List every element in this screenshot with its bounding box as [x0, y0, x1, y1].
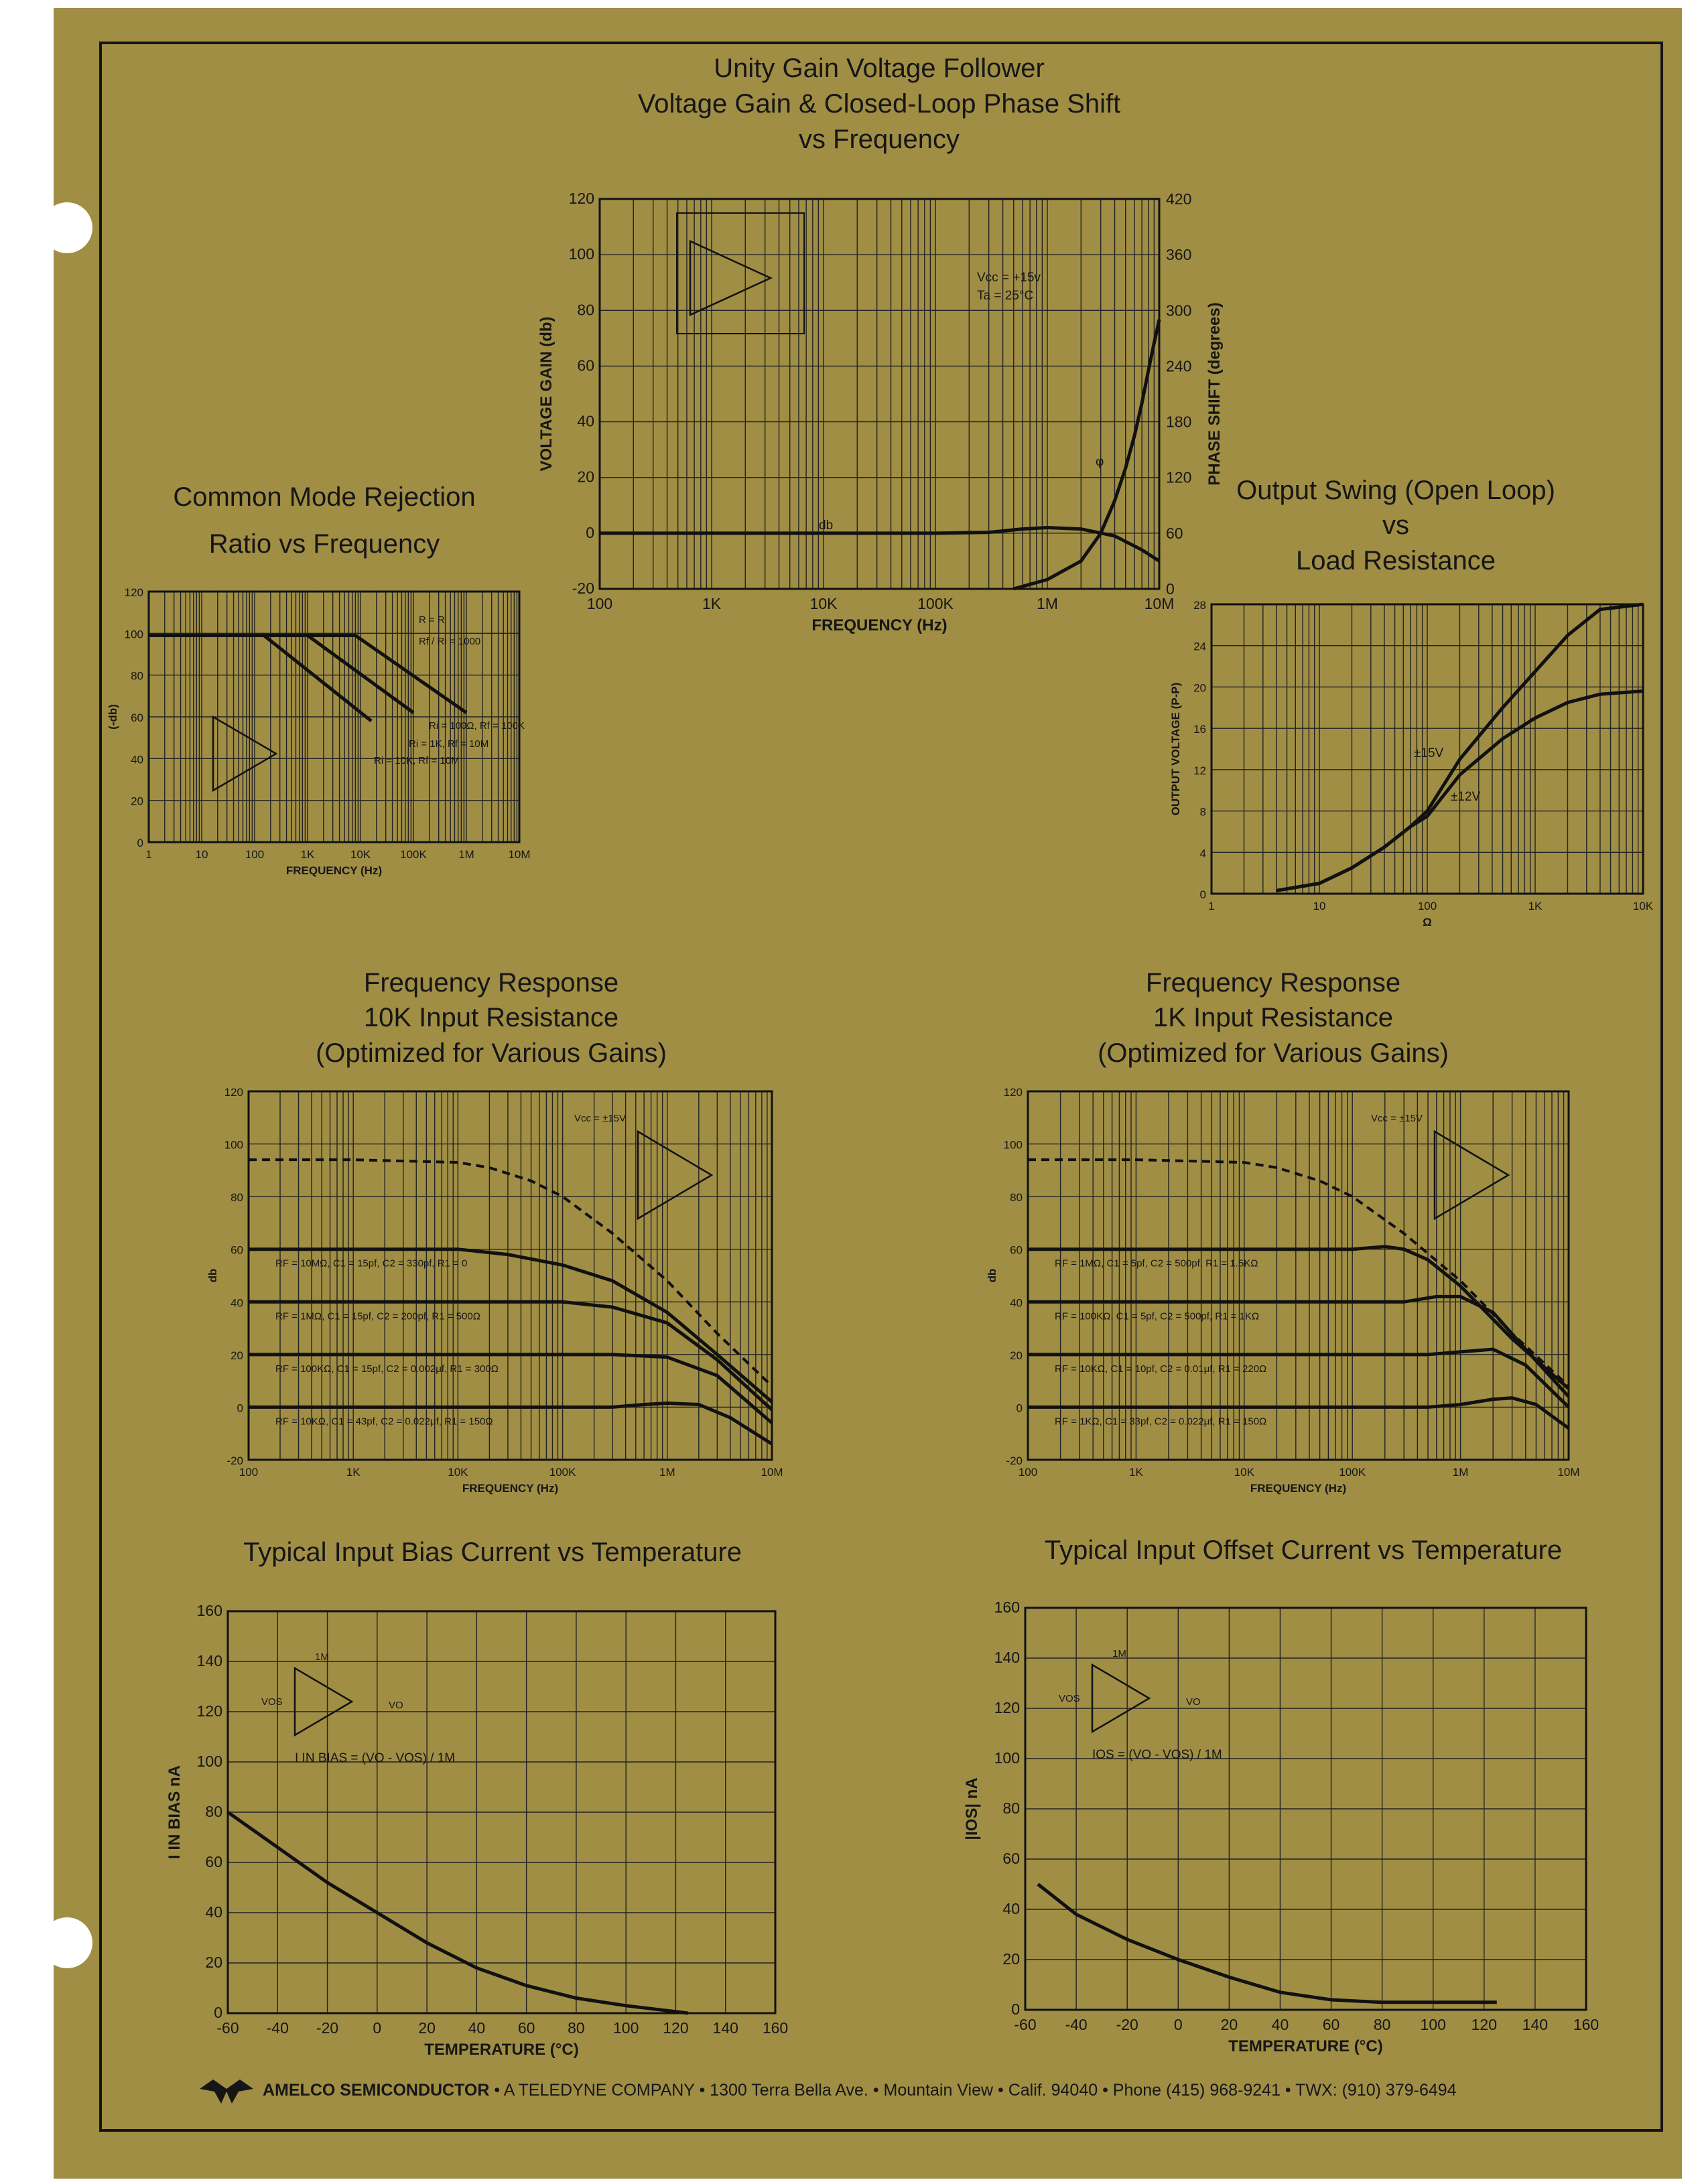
- chart-title: Voltage Gain & Closed-Loop Phase Shift: [637, 89, 1121, 119]
- x-tick-label: 160: [1573, 2016, 1599, 2033]
- x-tick-label: 10M: [508, 848, 531, 861]
- x-tick-label: -20: [1116, 2016, 1138, 2033]
- series-label: RF = 10MΩ, C1 = 15pf, C2 = 330pf, R1 = 0: [275, 1257, 468, 1270]
- y-axis-label: VOLTAGE GAIN (db): [537, 316, 555, 472]
- chart-unity_gain: [537, 54, 1224, 634]
- x-axis-label: FREQUENCY (Hz): [285, 864, 383, 877]
- plot-frame: [1028, 1091, 1569, 1460]
- y-tick-label: 4: [1199, 847, 1206, 860]
- series-line-0: [249, 1160, 772, 1386]
- y-axis-label: I IN BIAS nA: [166, 1765, 184, 1860]
- y-axis-label: db: [986, 1268, 998, 1283]
- y2-tick-label: 60: [1166, 524, 1183, 542]
- x-tick-label: 100K: [549, 1466, 576, 1479]
- y2-tick-label: 120: [1166, 468, 1192, 486]
- y-tick-label: 80: [577, 301, 594, 319]
- x-tick-label: 100K: [917, 595, 954, 612]
- series-line-0: [600, 528, 1159, 561]
- y-tick-label: 160: [196, 1602, 222, 1619]
- x-tick-label: 100: [1420, 2016, 1446, 2033]
- y-tick-label: 20: [131, 795, 143, 808]
- series-label: RF = 10KΩ, C1 = 43pf, C2 = 0.022μf, R1 = 150Ω: [275, 1416, 493, 1428]
- x-tick-label: 1K: [1528, 900, 1543, 912]
- y-tick-label: 8: [1199, 805, 1206, 819]
- x-tick-label: 10K: [1632, 900, 1654, 912]
- series-label: Ri = 100Ω, Rf = 100K: [429, 720, 525, 732]
- annotation: 1M: [315, 1651, 329, 1663]
- x-axis-label: TEMPERATURE (°C): [424, 2041, 579, 2059]
- annotation: VO: [389, 1700, 403, 1711]
- y-tick-label: 20: [577, 468, 594, 486]
- annotation: Vcc = ±15V: [1371, 1113, 1423, 1124]
- y-tick-label: 0: [214, 2004, 222, 2021]
- op-amp-symbol: [638, 1132, 712, 1219]
- chart-title: vs Frequency: [798, 125, 960, 154]
- x-tick-label: 140: [712, 2019, 738, 2037]
- x-tick-label: -40: [1065, 2016, 1088, 2033]
- op-amp-symbol: [690, 241, 771, 315]
- y-tick-label: 0: [1199, 888, 1206, 901]
- y-tick-label: 100: [124, 628, 143, 641]
- footer-text: [263, 2081, 1457, 2100]
- chart-freq_10k: [206, 968, 783, 1495]
- y-tick-label: 100: [224, 1138, 243, 1152]
- chart-title: (Optimized for Various Gains): [1098, 1038, 1449, 1068]
- y-axis-label: |IOS| nA: [963, 1777, 981, 1840]
- y-tick-label: 40: [131, 753, 143, 766]
- chart-offset_current: [963, 1535, 1599, 2055]
- x-tick-label: -60: [1014, 2016, 1037, 2033]
- y-tick-label: 60: [1010, 1243, 1023, 1257]
- annotation: Ta = 25°C: [977, 289, 1034, 303]
- y-tick-label: 100: [994, 1749, 1020, 1767]
- y-tick-label: 20: [1193, 681, 1206, 695]
- series-label: ±12V: [1451, 790, 1481, 804]
- op-amp-schematic: [677, 213, 804, 334]
- x-tick-label: 10M: [1557, 1466, 1580, 1479]
- teledyne-logo-icon: [200, 2079, 253, 2104]
- x-tick-label: 10M: [1144, 595, 1175, 612]
- x-tick-label: 1: [1208, 900, 1215, 912]
- x-tick-label: 10: [195, 848, 208, 861]
- y2-axis-label: PHASE SHIFT (degrees): [1205, 302, 1224, 486]
- x-tick-label: 120: [1471, 2016, 1498, 2033]
- series-label: RF = 10KΩ, C1 = 10pf, C2 = 0.01μf, R1 = 220Ω: [1055, 1363, 1267, 1375]
- y-tick-label: 0: [1016, 1402, 1023, 1415]
- y-tick-label: 60: [205, 1853, 222, 1870]
- y-tick-label: 80: [1010, 1191, 1023, 1205]
- y-tick-label: -20: [226, 1454, 243, 1467]
- x-tick-label: 10K: [809, 595, 838, 612]
- op-amp-symbol: [213, 717, 276, 791]
- x-tick-label: 1: [145, 848, 152, 861]
- y-tick-label: 24: [1193, 640, 1206, 653]
- chart-output_swing: [1169, 476, 1654, 929]
- x-tick-label: 0: [1173, 2016, 1183, 2033]
- footer-company: AMELCO SEMICONDUCTOR: [263, 2081, 490, 2100]
- annotation: Vcc = +15v: [977, 271, 1041, 285]
- x-tick-label: 10M: [761, 1466, 783, 1479]
- y-tick-label: 140: [994, 1649, 1020, 1666]
- series-label: ±15V: [1414, 746, 1444, 760]
- x-axis-label: FREQUENCY (Hz): [462, 1482, 559, 1495]
- chart-title: Typical Input Bias Current vs Temperature: [243, 1538, 742, 1567]
- chart-title: Load Resistance: [1296, 546, 1496, 575]
- y-tick-label: 80: [131, 669, 143, 683]
- y-tick-label: 120: [224, 1086, 243, 1099]
- x-axis-label: FREQUENCY (Hz): [811, 616, 947, 634]
- series-label: RF = 1KΩ, C1 = 33pf, C2 = 0.022μf, R1 = 150Ω: [1055, 1416, 1267, 1428]
- x-tick-label: 1K: [346, 1466, 361, 1479]
- y-tick-label: 140: [196, 1652, 222, 1669]
- x-axis-label: FREQUENCY (Hz): [1250, 1482, 1347, 1495]
- y-tick-label: -20: [572, 579, 594, 597]
- x-tick-label: -40: [266, 2019, 289, 2037]
- x-tick-label: 1K: [300, 848, 315, 861]
- y-tick-label: 100: [568, 245, 594, 263]
- y-tick-label: 20: [231, 1349, 243, 1362]
- y-tick-label: 160: [994, 1598, 1020, 1616]
- y-tick-label: 0: [586, 523, 594, 541]
- x-tick-label: 10K: [448, 1466, 468, 1479]
- annotation: Vcc = ±15V: [574, 1113, 627, 1124]
- chart-bias_current: [166, 1538, 788, 2059]
- x-tick-label: 1M: [458, 848, 474, 861]
- op-amp-symbol: [1092, 1665, 1149, 1732]
- y-tick-label: 20: [205, 1954, 222, 1971]
- x-tick-label: 100: [1417, 900, 1437, 912]
- x-tick-label: 10K: [1234, 1466, 1254, 1479]
- x-tick-label: -60: [216, 2019, 239, 2037]
- footer: [200, 2079, 1457, 2104]
- op-amp-symbol: [1435, 1132, 1508, 1219]
- chart-title: Ratio vs Frequency: [208, 529, 440, 559]
- x-tick-label: 1K: [1129, 1466, 1143, 1479]
- annotation: 1M: [1112, 1648, 1126, 1659]
- chart-grid: [228, 1611, 775, 2013]
- y-tick-label: 40: [205, 1903, 222, 1921]
- y2-tick-label: 300: [1166, 301, 1192, 320]
- x-tick-label: 1K: [702, 595, 722, 612]
- x-tick-label: 100: [612, 2019, 639, 2037]
- footer-address: • A TELEDYNE COMPANY • 1300 Terra Bella Ave. • Mountain View • Calif. 94040 • Phone (415) 968-9241 • TWX: (910) 379-6494: [489, 2081, 1457, 2100]
- annotation: VOS: [261, 1696, 283, 1708]
- y-tick-label: 120: [196, 1702, 222, 1720]
- chart-title: (Optimized for Various Gains): [316, 1038, 667, 1068]
- y-tick-label: 40: [1002, 1900, 1020, 1917]
- y2-tick-label: 0: [1166, 580, 1175, 598]
- x-tick-label: 1M: [659, 1466, 675, 1479]
- chart-freq_1k: [986, 968, 1580, 1495]
- x-tick-label: 80: [568, 2019, 585, 2037]
- y-tick-label: 16: [1193, 723, 1206, 736]
- chart-title: Unity Gain Voltage Follower: [714, 54, 1045, 83]
- chart-title: Common Mode Rejection: [173, 482, 476, 512]
- x-tick-label: 140: [1522, 2016, 1549, 2033]
- y-axis-label: db: [206, 1268, 219, 1283]
- series-line-2: [149, 636, 371, 722]
- annotation: VO: [1186, 1696, 1201, 1708]
- series-label: Ri = 1K, Rf = 10M: [409, 738, 489, 750]
- annotation: I IN BIAS = (VO - VOS) / 1M: [295, 1751, 456, 1765]
- y2-tick-label: 420: [1166, 190, 1192, 208]
- series-line-1: [249, 1249, 772, 1402]
- y-tick-label: 100: [1003, 1138, 1023, 1152]
- x-tick-label: 40: [1271, 2016, 1289, 2033]
- chart-grid: [1025, 1608, 1586, 2010]
- y-tick-label: 120: [568, 190, 594, 207]
- y-tick-label: 60: [1002, 1850, 1020, 1867]
- x-tick-label: 0: [373, 2019, 382, 2037]
- x-tick-label: 1M: [1037, 595, 1058, 612]
- series-label: RF = 1MΩ, C1 = 15pf, C2 = 200pf, R1 = 500Ω: [275, 1310, 480, 1322]
- annotation: db: [819, 519, 834, 533]
- y-tick-label: 80: [231, 1191, 243, 1205]
- y-tick-label: 40: [577, 412, 594, 430]
- x-axis-label: TEMPERATURE (°C): [1228, 2037, 1383, 2055]
- annotation: VOS: [1059, 1693, 1080, 1704]
- chart-title: 1K Input Resistance: [1153, 1003, 1393, 1032]
- y-tick-label: 40: [1010, 1296, 1023, 1310]
- y-tick-label: 12: [1193, 764, 1206, 777]
- chart-title: Output Swing (Open Loop): [1236, 476, 1555, 505]
- y-axis-label: OUTPUT VOLTAGE (P-P): [1169, 682, 1182, 816]
- x-tick-label: -20: [316, 2019, 339, 2037]
- chart-title: 10K Input Resistance: [363, 1003, 619, 1032]
- x-tick-label: 20: [418, 2019, 436, 2037]
- x-tick-label: 60: [1322, 2016, 1340, 2033]
- y-axis-label: (-db): [107, 704, 119, 730]
- x-tick-label: 100: [239, 1466, 259, 1479]
- x-tick-label: 10: [1313, 900, 1326, 912]
- op-amp-symbol: [295, 1668, 352, 1735]
- y-tick-label: 20: [1002, 1950, 1020, 1968]
- series-label: Ri = 10K, Rf = 10M: [374, 755, 460, 766]
- x-axis-label: Ω: [1423, 916, 1432, 929]
- x-tick-label: 60: [517, 2019, 535, 2037]
- series-line-0: [1038, 1885, 1497, 2002]
- x-tick-label: 1M: [1452, 1466, 1469, 1479]
- chart-cmrr: [107, 482, 531, 877]
- x-tick-label: 100K: [1339, 1466, 1366, 1479]
- y2-tick-label: 240: [1166, 357, 1192, 375]
- x-tick-label: 120: [663, 2019, 689, 2037]
- x-tick-label: 40: [468, 2019, 486, 2037]
- y-tick-label: 100: [196, 1753, 222, 1770]
- annotation: φ: [1096, 455, 1104, 469]
- chart-title: Typical Input Offset Current vs Temperature: [1044, 1535, 1563, 1565]
- y-tick-label: 60: [231, 1243, 243, 1257]
- x-tick-label: 100K: [400, 848, 427, 861]
- chart-title: Frequency Response: [363, 968, 619, 998]
- x-tick-label: 10K: [350, 848, 371, 861]
- y-tick-label: 120: [994, 1699, 1020, 1716]
- chart-grid: [149, 592, 519, 842]
- y-tick-label: -20: [1006, 1454, 1023, 1467]
- series-label: RF = 100KΩ, C1 = 15pf, C2 = 0.002μf, R1 = 300Ω: [275, 1363, 499, 1375]
- y2-tick-label: 360: [1166, 246, 1192, 264]
- x-tick-label: 100: [245, 848, 265, 861]
- x-tick-label: 20: [1220, 2016, 1238, 2033]
- annotation: Rf / Ri = 1000: [419, 636, 481, 647]
- chart-grid: [1028, 1091, 1569, 1460]
- annotation: IOS = (VO - VOS) / 1M: [1092, 1748, 1222, 1762]
- chart-title: vs: [1382, 510, 1409, 540]
- y-tick-label: 120: [124, 586, 143, 599]
- y2-tick-label: 180: [1166, 413, 1192, 431]
- x-tick-label: 80: [1373, 2016, 1391, 2033]
- series-line-0: [1028, 1160, 1569, 1386]
- annotation: R = R: [419, 614, 445, 626]
- y-tick-label: 0: [1011, 2000, 1020, 2018]
- y-tick-label: 0: [137, 837, 143, 849]
- chart-title: Frequency Response: [1145, 968, 1401, 998]
- x-tick-label: 160: [762, 2019, 789, 2037]
- y-tick-label: 20: [1010, 1349, 1023, 1362]
- y-tick-label: 80: [205, 1803, 222, 1820]
- y-tick-label: 28: [1193, 599, 1206, 612]
- x-tick-label: 100: [586, 595, 613, 612]
- series-label: RF = 1MΩ, C1 = 5pf, C2 = 500pf, R1 = 1.5KΩ: [1055, 1257, 1258, 1270]
- y-tick-label: 60: [131, 711, 143, 724]
- y-tick-label: 0: [237, 1402, 243, 1415]
- y-tick-label: 40: [231, 1296, 243, 1310]
- y-tick-label: 120: [1003, 1086, 1023, 1099]
- series-label: RF = 100KΩ, C1 = 5pf, C2 = 500pf, R1 = 1KΩ: [1055, 1310, 1260, 1322]
- y-tick-label: 60: [577, 356, 594, 374]
- y-tick-label: 80: [1002, 1799, 1020, 1817]
- x-tick-label: 100: [1018, 1466, 1038, 1479]
